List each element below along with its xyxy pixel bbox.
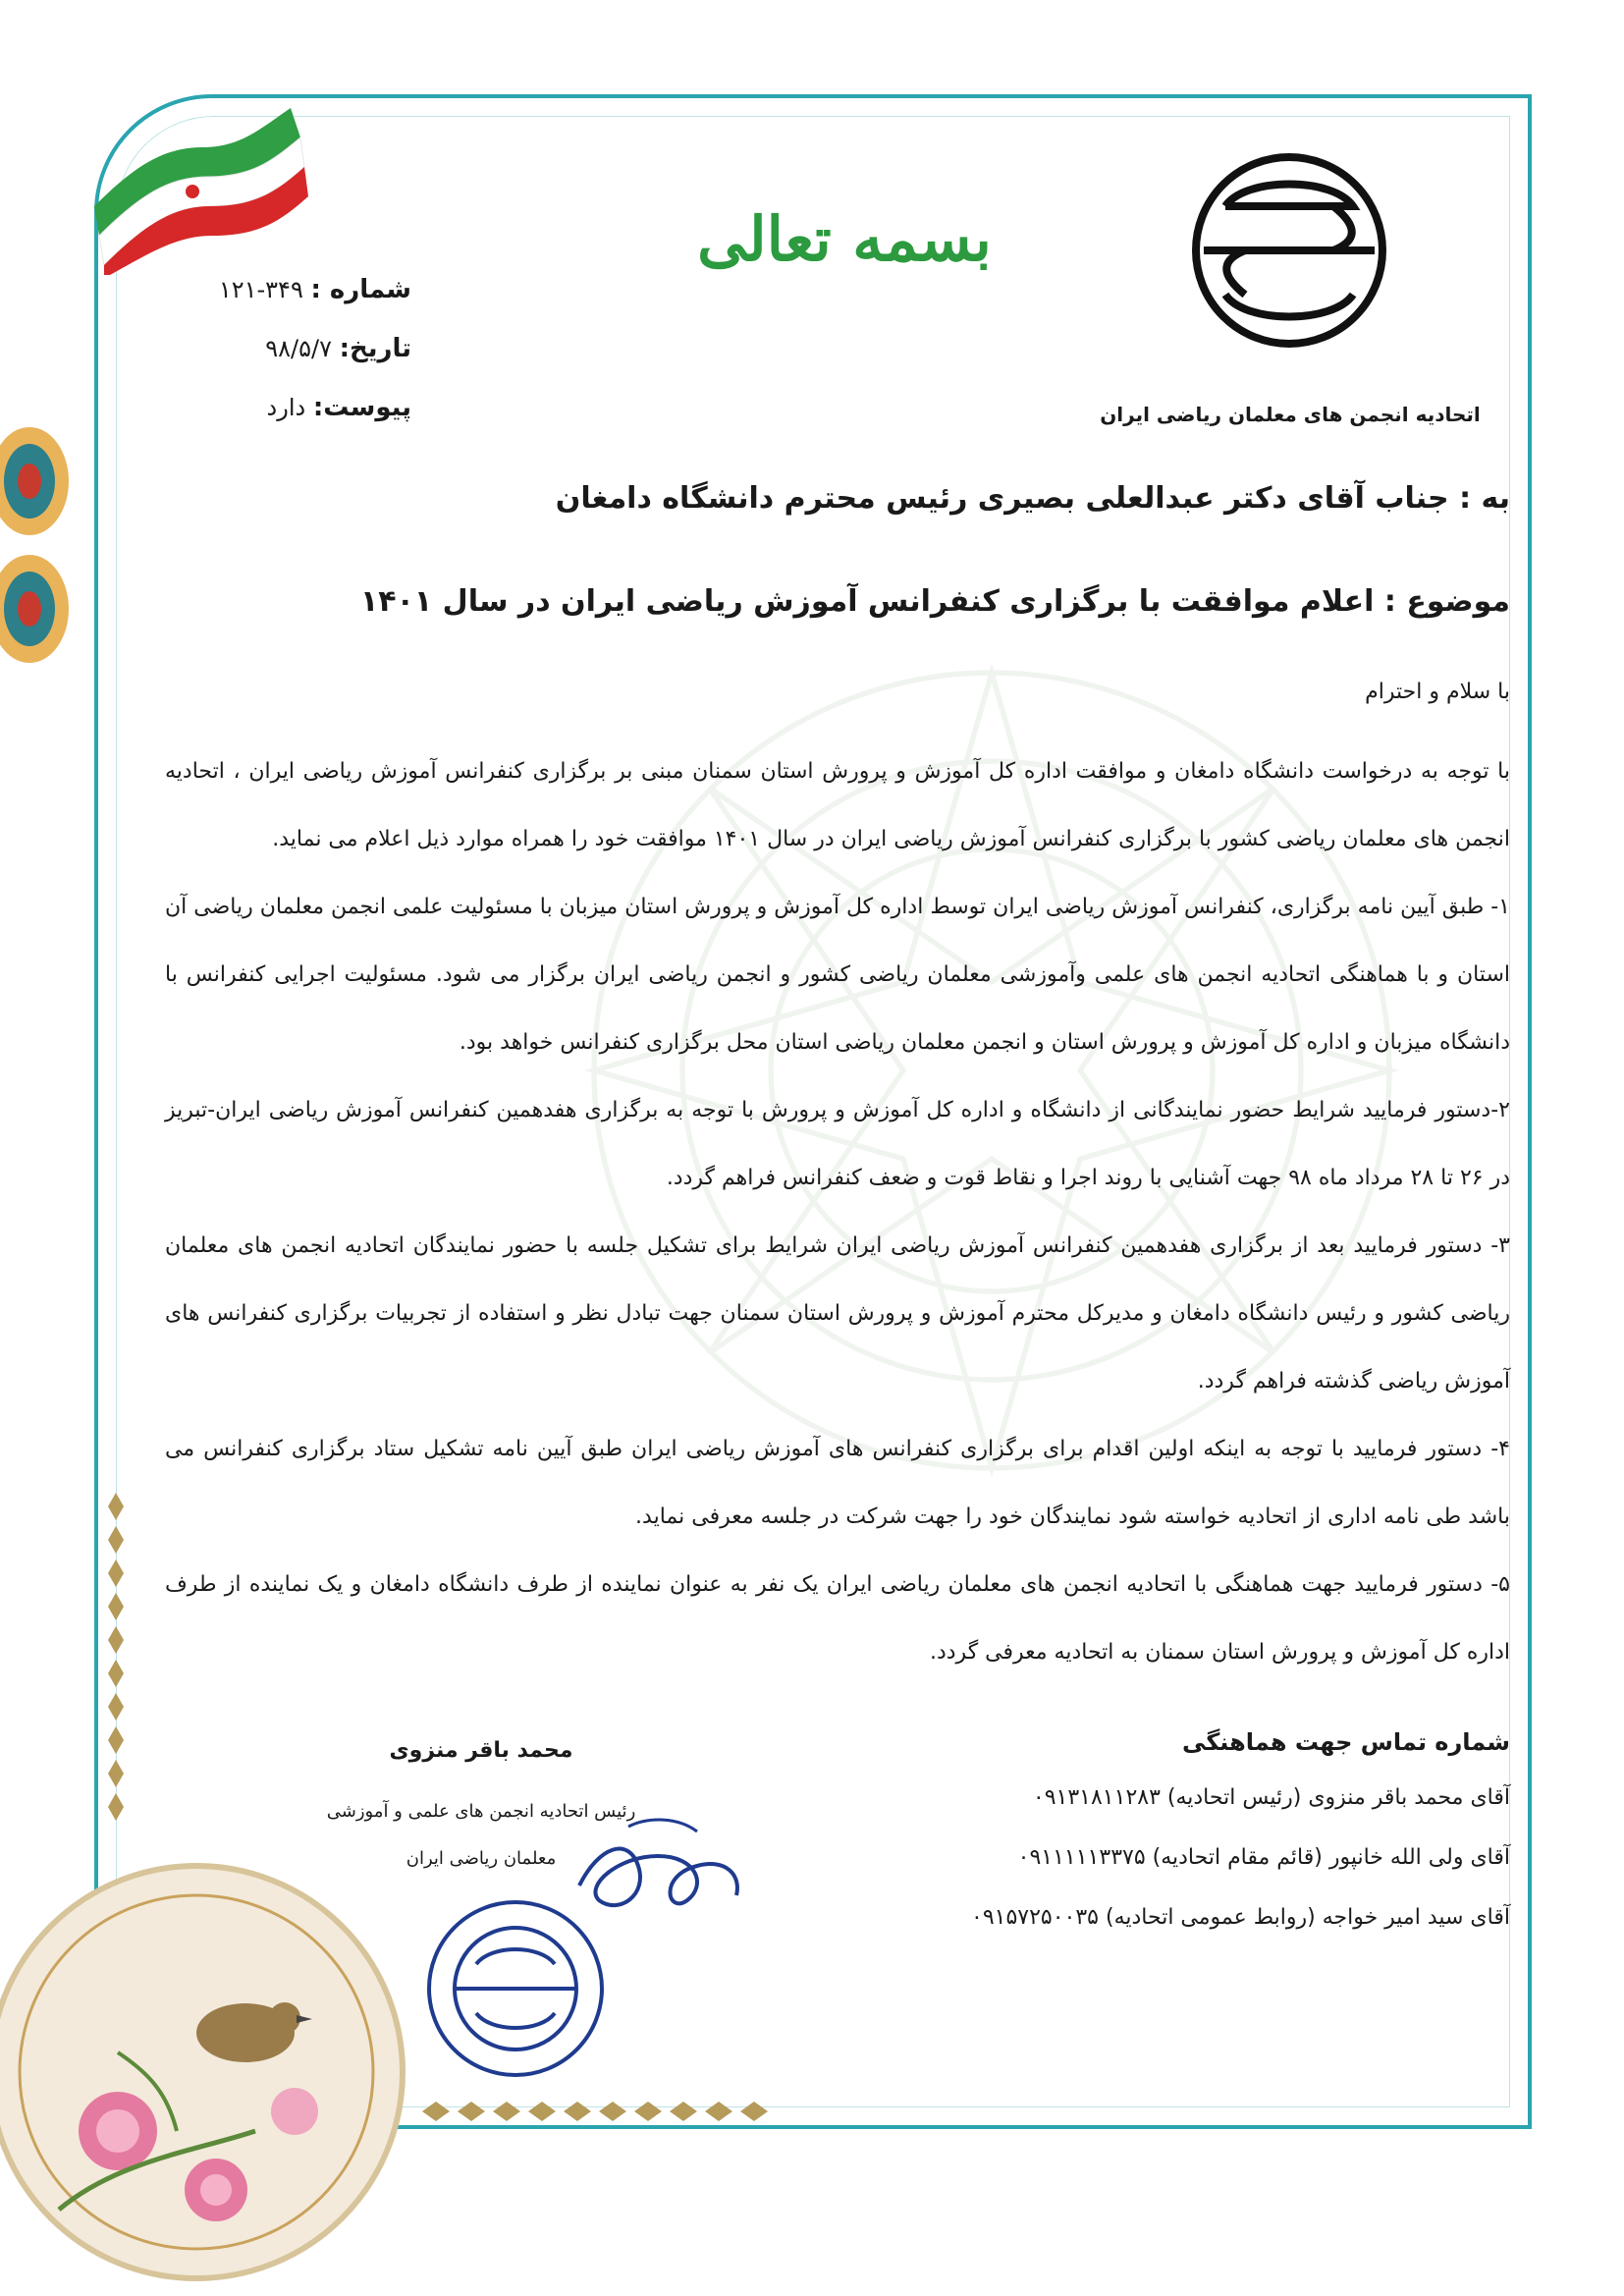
letter-attachment-value: دارد — [266, 394, 306, 421]
letter-paragraph-3: ۳- دستور فرمایید بعد از برگزاری هفدهمین کنفرانس آموزش ریاضی ایران شرایط برای تشکیل جلسه با حضور نمایندگان اتحادیه انجمن های معلمان ریاضی کشور و رئیس دانشگاه دامغان و مدیرکل محترم آموزش و پرورش استان سمنان جهت تبادل نظر و استفاده از تجربیات برگزاری کنفرانس های آموزش ریاضی گذشته فراهم گردد. — [165, 1233, 1510, 1394]
letter-attachment — [156, 393, 411, 422]
letter-salutation: با سلام و احترام — [1365, 680, 1510, 704]
association-logo-icon — [1186, 147, 1392, 373]
iran-flag-icon — [94, 108, 310, 275]
letter-paragraph-intro: با توجه به درخواست دانشگاه دامغان و موافقت اداره کل آموزش و پرورش استان سمنان مبنی بر برگزاری کنفرانس آموزش ریاضی ایران ، اتحادیه انجمن های معلمان ریاضی کشور با برگزاری کنفرانس آموزش ریاضی ایران در سال ۱۴۰۱ موافقت خود را همراه موارد ذیل اعلام می نماید. — [165, 759, 1510, 851]
organization-name: اتحادیه انجمن های معلمان ریاضی ایران — [1100, 403, 1481, 426]
letter-paragraph-5: ۵- دستور فرمایید جهت هماهنگی با اتحادیه انجمن های معلمان ریاضی ایران یک نفر به عنوان نماینده از طرف دانشگاه دامغان و یک نماینده از طرف اداره کل آموزش و پرورش استان سمنان به اتحادیه معرفی گردد. — [165, 1572, 1510, 1665]
letter-attachment-label: پیوست: — [312, 393, 411, 422]
flower-bird-ornament-icon — [0, 1836, 432, 2296]
letter-number-label: شماره : — [310, 275, 411, 304]
contact-item: آقای محمد باقر منزوی (رئیس اتحادیه) ۰۹۱۳۱۸۱۱۲۸۳ — [1032, 1785, 1510, 1810]
contact-list-title: شماره تماس جهت هماهنگی — [1182, 1728, 1510, 1756]
left-tile-ornament-icon — [0, 422, 88, 697]
contact-list — [784, 1728, 1510, 1965]
letter-number-value: ۳۴۹-۱۲۱ — [218, 276, 303, 303]
letter-date-value: ۹۸/۵/۷ — [265, 335, 332, 362]
bottom-border-ornament-icon — [412, 2092, 795, 2131]
signer-role-line-1: رئیس اتحادیه انجمن های علمی و آموزشی — [326, 1801, 636, 1822]
signer-name: محمد باقر منزوی — [389, 1738, 573, 1763]
letter-date — [156, 334, 411, 363]
letter-body — [165, 481, 1510, 1686]
contact-item: آقای ولی الله خانپور (قائم مقام اتحادیه) ۰۹۱۱۱۱۱۳۳۷۵ — [1017, 1845, 1510, 1870]
bism-calligraphy-icon — [697, 167, 992, 304]
letter-date-label: تاریخ: — [339, 334, 411, 363]
letter-paragraph-2: ۲-دستور فرمایید شرایط حضور نمایندگانی از دانشگاه و اداره کل آموزش و پرورش با توجه به برگزاری هفدهمین کنفرانس آموزش ریاضی ایران-تبریز در ۲۶ تا ۲۸ مرداد ماه ۹۸ جهت آشنایی با روند اجرا و نقاط قوت و ضعف کنفرانس فراهم گردد. — [165, 1098, 1510, 1190]
left-border-ornament-icon — [96, 1493, 135, 1827]
bism-text: بسمه تعالی — [697, 203, 992, 275]
letter-paragraph-4: ۴- دستور فرمایید با توجه به اینکه اولین اقدام برای برگزاری کنفرانس های آموزش ریاضی ایران طبق آیین نامه تشکیل ستاد برگزاری کنفرانس می باشد طی نامه اداری از اتحادیه خواسته شود نمایندگان خود را جهت شرکت در جلسه معرفی نماید. — [165, 1437, 1510, 1529]
contact-item: آقای سید امیر خواجه (روابط عمومی اتحادیه) ۰۹۱۵۷۲۵۰۰۳۵ — [971, 1905, 1510, 1930]
letter-recipient: به : جناب آقای دکتر عبدالعلی بصیری رئیس محترم دانشگاه دامغان — [555, 481, 1510, 516]
letter-meta — [156, 275, 411, 452]
bism-allah-heading — [697, 167, 992, 304]
official-seal-icon — [422, 1895, 609, 2082]
signer-role-line-2: معلمان ریاضی ایران — [406, 1848, 557, 1869]
letter-number — [156, 275, 411, 304]
letter-subject: موضوع : اعلام موافقت با برگزاری کنفرانس آموزش ریاضی ایران در سال ۱۴۰۱ — [359, 584, 1510, 619]
letter-paragraph-1: ۱- طبق آیین نامه برگزاری، کنفرانس آموزش ریاضی ایران توسط اداره کل آموزش و پرورش استان میزبان با مسئولیت علمی انجمن معلمان ریاضی آن استان و با هماهنگی اتحادیه انجمن های علمی وآموزشی معلمان ریاضی کشور و انجمن ریاضی ایران برگزار می شود. مسئولیت اجرایی کنفرانس با دانشگاه میزبان و اداره کل آموزش و پرورش استان و انجمن معلمان ریاضی استان محل برگزاری کنفرانس خواهد بود. — [165, 895, 1510, 1055]
